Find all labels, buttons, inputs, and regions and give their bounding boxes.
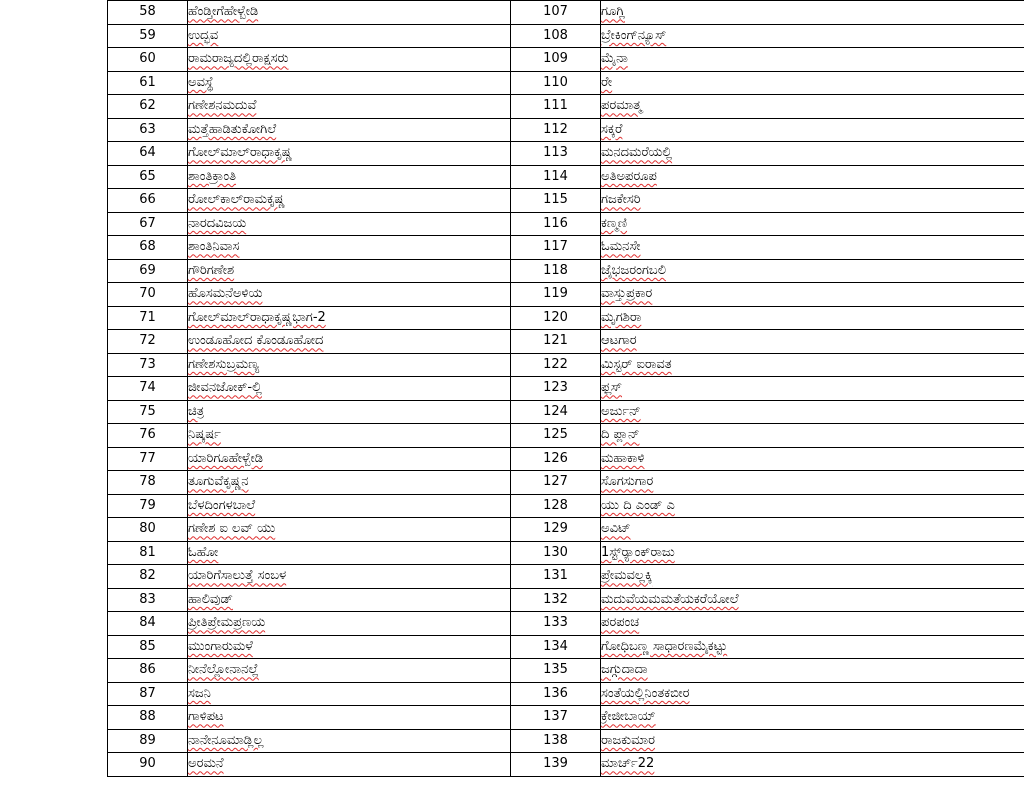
serial-number-left-cell [108,353,188,377]
serial-number-right-cell [511,353,601,377]
film-title-right: ರೇ [601,74,613,90]
film-title-right: ಸೊಗಸುಗಾರ [601,474,654,490]
table-row [108,118,1024,142]
film-title-right-cell [601,189,1024,213]
film-title-right: ಮಹಾಕಾಳಿ [601,450,645,466]
serial-number-right: 115 [543,192,568,208]
serial-number-left: 77 [139,450,156,466]
film-list-table [107,0,1024,777]
table-row [108,48,1024,72]
serial-number-left-cell [108,729,188,753]
serial-number-right: 134 [543,638,568,654]
serial-number-left-cell [108,588,188,612]
serial-number-left: 76 [139,427,156,443]
film-title-left: ಗಣೇಶ ಐ ಲವ್ ಯು [188,521,276,537]
table-row [108,330,1024,354]
film-title-right: ಬ್ರೇಕಿಂಗ್‌ನ್ಯೂಸ್ [601,27,667,43]
film-title-left: ಶಾಂತಿನಿವಾಸ [188,239,240,255]
table-row [108,541,1024,565]
serial-number-right-cell [511,212,601,236]
table-row [108,565,1024,589]
film-title-left: ಗಣೇಶನಮದುವೆ [188,98,257,114]
film-title-right: ಆಟಗಾರ [601,333,637,349]
serial-number-left-cell [108,142,188,166]
film-title-left-cell [188,518,511,542]
film-title-left: ಓಹೋ [188,544,219,560]
film-title-left-cell [188,565,511,589]
film-title-left: ಯಾರಿಗೆಸಾಲುತ್ತೆ ಸಂಬಳ [188,568,287,584]
serial-number-left-cell [108,259,188,283]
serial-number-left-cell [108,471,188,495]
film-title-right: ಪ್ರೇಮವಲ್ಲಕ್ಕಿ [601,568,653,584]
serial-number-right-cell [511,24,601,48]
serial-number-right: 139 [543,756,568,772]
film-title-right-cell [601,565,1024,589]
film-title-left-cell [188,142,511,166]
serial-number-left: 64 [139,145,156,161]
table-row [108,377,1024,401]
film-title-left-cell [188,259,511,283]
serial-number-right: 116 [543,215,568,231]
serial-number-right-cell [511,95,601,119]
serial-number-left-cell [108,706,188,730]
film-title-left: ಅರಮನೆ [188,756,224,772]
serial-number-right-cell [511,682,601,706]
serial-number-right-cell [511,377,601,401]
serial-number-left-cell [108,659,188,683]
serial-number-left: 63 [139,121,156,137]
film-title-left-cell [188,118,511,142]
serial-number-left: 67 [139,215,156,231]
film-title-left-cell [188,189,511,213]
film-title-left-cell [188,48,511,72]
film-title-left: ನಾರದವಿಜಯ [188,215,247,231]
film-title-left-cell [188,24,511,48]
table-row [108,612,1024,636]
serial-number-right-cell [511,283,601,307]
film-title-left: ರೋಲ್‌ಕಾಲ್‌ರಾಮಕೃಷ್ಣ [188,192,286,208]
serial-number-right: 120 [543,309,568,325]
serial-number-left: 60 [139,51,156,67]
serial-number-right-cell [511,48,601,72]
serial-number-left-cell [108,283,188,307]
film-title-right-cell [601,588,1024,612]
serial-number-left: 74 [139,380,156,396]
film-title-right-cell [601,518,1024,542]
serial-number-right-cell [511,612,601,636]
film-title-left: ನಾನೇನೂಮಾಡ್ಲಿಲ್ಲ [188,732,264,748]
film-title-right: ಮಾರ್ಚ್22 [601,756,655,772]
film-title-right: 1ಸ್ಟ್‌ರ್‍ಯಾಂಕ್‌ರಾಜು [601,544,675,560]
serial-number-right: 110 [543,74,568,90]
table-row [108,494,1024,518]
serial-number-left: 75 [139,403,156,419]
table-row [108,659,1024,683]
table-row [108,306,1024,330]
film-title-right-cell [601,95,1024,119]
film-title-right: ಪರಮಾತ್ಮ [601,98,642,114]
film-title-left-cell [188,494,511,518]
film-title-right-cell [601,753,1024,777]
serial-number-right-cell [511,565,601,589]
serial-number-right: 119 [543,286,568,302]
serial-number-right: 117 [543,239,568,255]
serial-number-right: 107 [543,4,568,20]
film-title-left-cell [188,306,511,330]
film-title-right-cell [601,729,1024,753]
serial-number-left-cell [108,518,188,542]
serial-number-left-cell [108,95,188,119]
film-title-right-cell [601,259,1024,283]
serial-number-right: 125 [543,427,568,443]
film-title-left-cell [188,541,511,565]
serial-number-left: 90 [139,756,156,772]
film-title-right-cell [601,659,1024,683]
film-title-right: ಮನದಮರೆಯಲ್ಲಿ [601,145,673,161]
serial-number-right: 128 [543,497,568,513]
film-title-right-cell [601,353,1024,377]
film-title-left-cell [188,424,511,448]
film-title-right-cell [601,635,1024,659]
serial-number-right-cell [511,118,601,142]
serial-number-left: 87 [139,685,156,701]
serial-number-right-cell [511,659,601,683]
film-title-left: ಬೆಳದಿಂಗಳಬಾಲೆ [188,497,256,513]
film-title-right-cell [601,283,1024,307]
film-title-right-cell [601,541,1024,565]
film-title-left-cell [188,165,511,189]
film-title-right-cell [601,706,1024,730]
serial-number-left: 61 [139,74,156,90]
film-title-right: ಜಗ್ಗುದಾದಾ [601,662,648,678]
table-row [108,189,1024,213]
film-title-right-cell [601,447,1024,471]
film-title-left: ಗೋಲ್‌ಮಾಲ್‌ರಾಧಾಕೃಷ್ಣಭಾಗ-2 [188,309,326,325]
film-title-right-cell [601,330,1024,354]
serial-number-left-cell [108,165,188,189]
serial-number-left: 68 [139,239,156,255]
serial-number-left: 69 [139,262,156,278]
serial-number-left-cell [108,118,188,142]
film-title-right: ಸಕ್ಕರೆ [601,121,623,137]
film-title-left: ಗಾಳಿಪಟ [188,709,224,725]
film-title-right-cell [601,612,1024,636]
table-row [108,518,1024,542]
film-title-left: ಉದ್ಭವ [188,27,219,43]
serial-number-left: 62 [139,98,156,114]
table-row [108,353,1024,377]
film-title-left: ತೂಗುವೆಕೃಷ್ಣನ [188,474,249,490]
serial-number-left: 73 [139,356,156,372]
serial-number-left-cell [108,753,188,777]
serial-number-left: 84 [139,615,156,631]
serial-number-left-cell [108,1,188,25]
film-title-left-cell [188,1,511,25]
serial-number-right-cell [511,1,601,25]
film-title-left: ಶಾಂತಿಕ್ರಾಂತಿ [188,168,237,184]
film-title-left: ಪ್ರೀತಿಪ್ರೇಮಪ್ರಣಯ [188,615,266,631]
film-title-right: ಓಮನಸೇ [601,239,641,255]
film-title-left-cell [188,236,511,260]
serial-number-right-cell [511,71,601,95]
serial-number-right: 129 [543,521,568,537]
serial-number-left: 58 [139,4,156,20]
film-title-left-cell [188,447,511,471]
serial-number-left: 82 [139,568,156,584]
serial-number-right: 109 [543,51,568,67]
serial-number-left-cell [108,48,188,72]
serial-number-right: 138 [543,732,568,748]
film-title-left-cell [188,212,511,236]
table-row [108,236,1024,260]
film-title-left: ನೀನೆಲ್ಲೋನಾನಲ್ಲೆ [188,662,259,678]
film-title-left-cell [188,635,511,659]
serial-number-right-cell [511,635,601,659]
serial-number-left-cell [108,306,188,330]
serial-number-left-cell [108,24,188,48]
serial-number-left: 86 [139,662,156,678]
film-title-right-cell [601,400,1024,424]
film-title-left-cell [188,471,511,495]
serial-number-left: 78 [139,474,156,490]
film-title-right: ಫ್ಲಸ್ [601,380,622,396]
film-title-right-cell [601,1,1024,25]
serial-number-left: 80 [139,521,156,537]
serial-number-right-cell [511,142,601,166]
film-title-right-cell [601,165,1024,189]
table-row [108,682,1024,706]
film-title-right-cell [601,142,1024,166]
serial-number-left: 59 [139,27,156,43]
serial-number-left-cell [108,565,188,589]
film-title-right: ಕಣ್ಮಣಿ [601,215,628,231]
serial-number-right-cell [511,729,601,753]
film-title-right: ಗಜಕೇಸರಿ [601,192,641,208]
film-title-right: ಗೋಧಿಬಣ್ಣ ಸಾಧಾರಣಮೈಕಟ್ಟು [601,638,728,654]
film-title-left: ಮತ್ತೆಹಾಡಿತುಕೋಗಿಲೆ [188,121,277,137]
film-title-right: ಮದುವೆಯಮಮತೆಯಕರೆಯೋಲೆ [601,591,739,607]
film-title-left-cell [188,377,511,401]
serial-number-right-cell [511,588,601,612]
film-title-right: ಗೂಗ್ಲಿ [601,4,625,20]
film-title-left-cell [188,682,511,706]
serial-number-right: 124 [543,403,568,419]
film-title-right-cell [601,377,1024,401]
serial-number-right: 136 [543,685,568,701]
serial-number-left: 71 [139,309,156,325]
serial-number-right-cell [511,753,601,777]
serial-number-left-cell [108,424,188,448]
film-title-right-cell [601,24,1024,48]
serial-number-right: 126 [543,450,568,466]
serial-number-right: 127 [543,474,568,490]
film-title-left: ಹೆಂಡ್ತೀಗೆಹೇಳ್ಬೇಡಿ [188,4,259,20]
serial-number-right-cell [511,236,601,260]
serial-number-left-cell [108,541,188,565]
serial-number-right-cell [511,541,601,565]
serial-number-right-cell [511,518,601,542]
serial-number-right: 122 [543,356,568,372]
serial-number-right: 123 [543,380,568,396]
table-row [108,706,1024,730]
serial-number-right: 114 [543,168,568,184]
film-title-right: ರಾಜಕುಮಾರ [601,732,656,748]
film-title-left-cell [188,659,511,683]
film-title-left-cell [188,588,511,612]
film-title-right: ಅವಿಟ್ [601,521,631,537]
film-title-left: ನಿಷ್ಕರ್ಷ [188,427,221,443]
serial-number-left: 89 [139,732,156,748]
film-title-left-cell [188,400,511,424]
serial-number-left-cell [108,682,188,706]
serial-number-right-cell [511,706,601,730]
table-row [108,1,1024,25]
film-title-left: ಸಜನಿ [188,685,211,701]
film-title-right: ಮೃಗಶಿರಾ [601,309,642,325]
serial-number-left-cell [108,189,188,213]
film-title-right-cell [601,118,1024,142]
film-title-left: ಉಂಡೂಹೋದ ಕೊಂಡೂಹೋದ [188,333,324,349]
serial-number-left: 83 [139,591,156,607]
film-title-left: ಹೊಸಮನೆಅಳಿಯ [188,286,263,302]
film-title-left: ಯಾರಿಗೂಹೇಳ್ಬೇಡಿ [188,450,263,466]
serial-number-left-cell [108,330,188,354]
serial-number-right-cell [511,189,601,213]
film-title-left: ಅವಸ್ಥೆ [188,74,214,90]
film-title-left-cell [188,95,511,119]
film-title-left-cell [188,729,511,753]
film-title-right-cell [601,494,1024,518]
table-row [108,283,1024,307]
serial-number-left: 88 [139,709,156,725]
serial-number-right: 108 [543,27,568,43]
serial-number-right-cell [511,447,601,471]
film-title-left: ಜೀವನಜೋಕ್-ಲ್ಲಿ [188,380,262,396]
serial-number-right: 135 [543,662,568,678]
film-title-left-cell [188,353,511,377]
serial-number-left: 70 [139,286,156,302]
serial-number-left: 85 [139,638,156,654]
serial-number-right: 130 [543,544,568,560]
film-title-left: ಮುಂಗಾರುಮಳೆ [188,638,253,654]
table-row [108,471,1024,495]
film-title-right-cell [601,71,1024,95]
film-title-left-cell [188,71,511,95]
table-row [108,447,1024,471]
serial-number-right-cell [511,471,601,495]
table-row [108,424,1024,448]
film-title-left: ಗೌರಿಗಣೇಶ [188,262,235,278]
film-title-left: ಚಿತ್ರ [188,403,205,419]
film-title-left: ರಾಮರಾಜ್ಯದಲ್ಲಿರಾಕ್ಷಸರು [188,51,289,67]
serial-number-left: 66 [139,192,156,208]
film-title-right-cell [601,48,1024,72]
serial-number-left-cell [108,494,188,518]
film-title-right: ಮೈನಾ [601,51,628,67]
table-row [108,165,1024,189]
serial-number-right-cell [511,400,601,424]
serial-number-left-cell [108,447,188,471]
table-body [108,1,1024,777]
film-title-left-cell [188,330,511,354]
serial-number-right-cell [511,494,601,518]
serial-number-left-cell [108,377,188,401]
film-title-right-cell [601,424,1024,448]
film-title-left: ಹಾಲಿವುಡ್ [188,591,233,607]
film-title-left: ಗೋಲ್‌ಮಾಲ್‌ರಾಧಾಕೃಷ್ಣ [188,145,293,161]
table-row [108,212,1024,236]
table-row [108,753,1024,777]
film-title-right: ಜೈಭಜರಂಗಬಲಿ [601,262,666,278]
table-row [108,142,1024,166]
serial-number-right-cell [511,165,601,189]
film-title-left-cell [188,612,511,636]
serial-number-left: 79 [139,497,156,513]
serial-number-right-cell [511,330,601,354]
film-title-right: ದಿ ಪ್ಲಾನ್ [601,427,640,443]
film-title-right-cell [601,212,1024,236]
film-title-right-cell [601,471,1024,495]
serial-number-right: 118 [543,262,568,278]
film-title-right: ಪರಪಂಚ [601,615,640,631]
serial-number-right: 112 [543,121,568,137]
serial-number-left: 81 [139,544,156,560]
serial-number-right-cell [511,424,601,448]
serial-number-right: 131 [543,568,568,584]
serial-number-left-cell [108,71,188,95]
film-title-right: ಅತಿಅಪರೂಪ [601,168,657,184]
film-title-right: ವಾಸ್ತುಪ್ರಕಾರ [601,286,653,302]
table-row [108,588,1024,612]
film-title-right: ಅರ್ಜುನ್ [601,403,641,419]
serial-number-left-cell [108,400,188,424]
table-row [108,729,1024,753]
film-title-right: ಮಿಸ್ಟರ್ ಐರಾವತ [601,356,672,372]
serial-number-right: 111 [543,98,568,114]
serial-number-right: 113 [543,145,568,161]
serial-number-left-cell [108,612,188,636]
film-title-left-cell [188,283,511,307]
serial-number-right: 132 [543,591,568,607]
film-title-left-cell [188,753,511,777]
serial-number-left-cell [108,212,188,236]
table-row [108,259,1024,283]
serial-number-left-cell [108,635,188,659]
film-title-right-cell [601,682,1024,706]
serial-number-left-cell [108,236,188,260]
film-title-left-cell [188,706,511,730]
serial-number-right-cell [511,306,601,330]
serial-number-right: 121 [543,333,568,349]
serial-number-left: 65 [139,168,156,184]
table-row [108,71,1024,95]
film-title-left: ಗಣೇಶಸುಬ್ರಮಣ್ಯ [188,356,260,372]
table-row [108,635,1024,659]
film-title-right: ಕ್ರೇಜೀಬಾಯ್ [601,709,656,725]
serial-number-left: 72 [139,333,156,349]
film-title-right-cell [601,306,1024,330]
film-title-right: ಸಂತೆಯಲ್ಲಿನಿಂತಕಬೀರ [601,685,690,701]
table-row [108,95,1024,119]
film-title-right-cell [601,236,1024,260]
serial-number-right: 137 [543,709,568,725]
serial-number-right: 133 [543,615,568,631]
table-row [108,400,1024,424]
serial-number-right-cell [511,259,601,283]
film-title-right: ಯು ದಿ ಎಂಡ್ ಎ [601,497,675,513]
table-row [108,24,1024,48]
